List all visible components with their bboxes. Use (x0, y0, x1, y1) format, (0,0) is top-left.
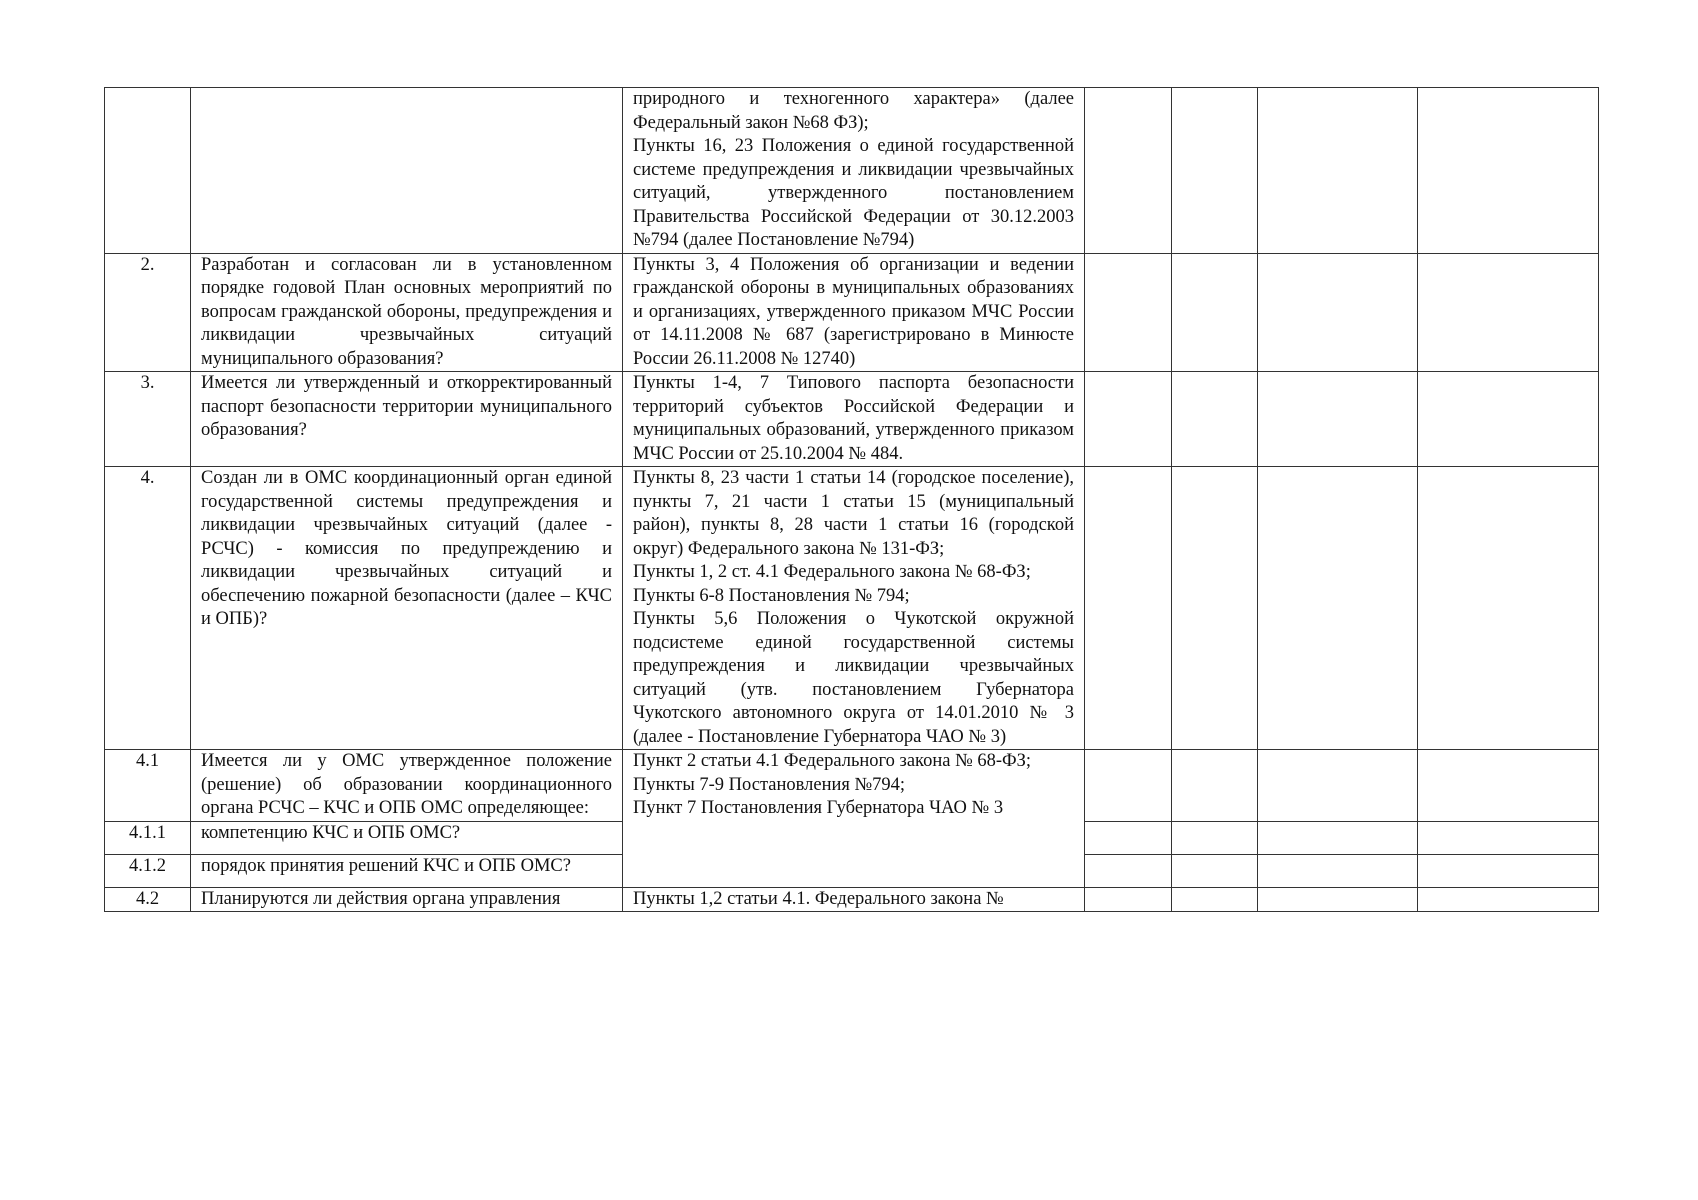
answer-cell (1085, 854, 1172, 887)
table-row (105, 88, 1599, 254)
answer-cell (1258, 372, 1418, 467)
table-row (105, 467, 1599, 750)
answer-cell (1085, 88, 1172, 254)
answer-cell (1258, 821, 1418, 854)
answer-cell (1418, 88, 1599, 254)
answer-cell (1085, 821, 1172, 854)
row-number: 3. (105, 372, 191, 467)
answer-cell (1172, 887, 1258, 912)
answer-cell (1172, 750, 1258, 822)
row-number: 2. (105, 253, 191, 372)
legal-basis-cell: Пункты 3, 4 Положения об организации и ведении гражданской обороны в муниципальных образованиях и организациях, утвержденного приказом МЧС России от 14.11.2008 № 687 (зарегистрировано в Минюсте России 26.11.2008 № 12740) (623, 253, 1085, 372)
answer-cell (1418, 821, 1599, 854)
answer-cell (1085, 253, 1172, 372)
legal-basis-paragraph: природного и техногенного характера» (далее Федеральный закон №68 ФЗ); (633, 89, 1074, 133)
table-row (105, 253, 1599, 372)
row-number: 4.1.2 (105, 854, 191, 887)
legal-basis-paragraph: Пункты 5,6 Положения о Чукотской окружной подсистеме единой государственной системы предупреждения и ликвидации чрезвычайных ситуаций (утв. постановлением Губернатора Чукотского автономного округа от 14.01.2010 № 3 (далее - Постановление Губернатора ЧАО № 3) (633, 609, 1074, 747)
answer-cell (1085, 372, 1172, 467)
checklist-table (104, 87, 1599, 912)
answer-cell (1085, 887, 1172, 912)
row-number: 4.1.1 (105, 821, 191, 854)
question-cell (191, 88, 623, 254)
answer-cell (1258, 88, 1418, 254)
question-cell: Создан ли в ОМС координационный орган единой государственной системы предупреждения и ликвидации чрезвычайных ситуаций (далее - РСЧС) - комиссия по предупреждению и ликвидации чрезвычайных ситуаций и обеспечению пожарной безопасности (далее – КЧС и ОПБ)? (191, 467, 623, 750)
answer-cell (1418, 750, 1599, 822)
legal-basis-cell: Пункты 1-4, 7 Типового паспорта безопасности территорий субъектов Российской Федерации и муниципальных образований, утвержденного приказом МЧС России от 25.10.2004 № 484. (623, 372, 1085, 467)
legal-basis-cell (623, 750, 1085, 888)
legal-basis-paragraph: Пункты 1, 2 ст. 4.1 Федерального закона № 68-ФЗ; (633, 562, 1031, 582)
question-cell: порядок принятия решений КЧС и ОПБ ОМС? (191, 854, 623, 887)
answer-cell (1418, 887, 1599, 912)
row-number: 4. (105, 467, 191, 750)
row-number: 4.2 (105, 887, 191, 912)
answer-cell (1172, 253, 1258, 372)
legal-basis-paragraph: Пункты 7-9 Постановления №794; (633, 774, 906, 795)
answer-cell (1172, 467, 1258, 750)
row-number: 4.1 (105, 750, 191, 822)
row-number-cell (105, 88, 191, 254)
question-cell: Разработан и согласован ли в установленном порядке годовой План основных мероприятий по вопросам гражданской обороны, предупреждения и ликвидации чрезвычайных ситуаций муниципального образования? (191, 253, 623, 372)
table-row (105, 372, 1599, 467)
table-row (105, 887, 1599, 912)
question-cell: Планируются ли действия органа управления (191, 887, 623, 912)
answer-cell (1258, 854, 1418, 887)
answer-cell (1258, 467, 1418, 750)
answer-cell (1172, 854, 1258, 887)
legal-basis-paragraph: Пункты 6-8 Постановления № 794; (633, 585, 910, 606)
answer-cell (1258, 750, 1418, 822)
answer-cell (1172, 821, 1258, 854)
legal-basis-cell (623, 467, 1085, 750)
answer-cell (1258, 887, 1418, 912)
legal-basis-paragraph: Пункт 7 Постановления Губернатора ЧАО № 3 (633, 798, 1004, 818)
question-cell: Имеется ли у ОМС утвержденное положение (решение) об образовании координационного органа РСЧС – КЧС и ОПБ ОМС определяющее: (191, 750, 623, 822)
question-cell: Имеется ли утвержденный и откорректированный паспорт безопасности территории муниципального образования? (191, 372, 623, 467)
answer-cell (1258, 253, 1418, 372)
legal-basis-paragraph: Пункт 2 статьи 4.1 Федерального закона № 68-ФЗ; (633, 751, 1032, 771)
legal-basis-paragraph: Пункты 16, 23 Положения о единой государственной системе предупреждения и ликвидации чрезвычайных ситуаций, утвержденного постановлением Правительства Российской Федерации от 30.12.2003 №794 (далее Постановление №794) (633, 136, 1074, 250)
table-row (105, 750, 1599, 822)
answer-cell (1418, 854, 1599, 887)
legal-basis-paragraph: Пункты 8, 23 части 1 статьи 14 (городское поселение), пункты 7, 21 части 1 статьи 15 (муниципальный район), пункты 8, 28 части 1 статьи 16 (городской округ) Федерального закона № 131-ФЗ; (633, 468, 1074, 559)
answer-cell (1418, 467, 1599, 750)
legal-basis-cell: Пункты 1,2 статьи 4.1. Федерального закона № (623, 887, 1085, 912)
answer-cell (1418, 253, 1599, 372)
question-cell: компетенцию КЧС и ОПБ ОМС? (191, 821, 623, 854)
legal-basis-cell (623, 88, 1085, 254)
answer-cell (1172, 88, 1258, 254)
answer-cell (1418, 372, 1599, 467)
answer-cell (1172, 372, 1258, 467)
answer-cell (1085, 467, 1172, 750)
answer-cell (1085, 750, 1172, 822)
